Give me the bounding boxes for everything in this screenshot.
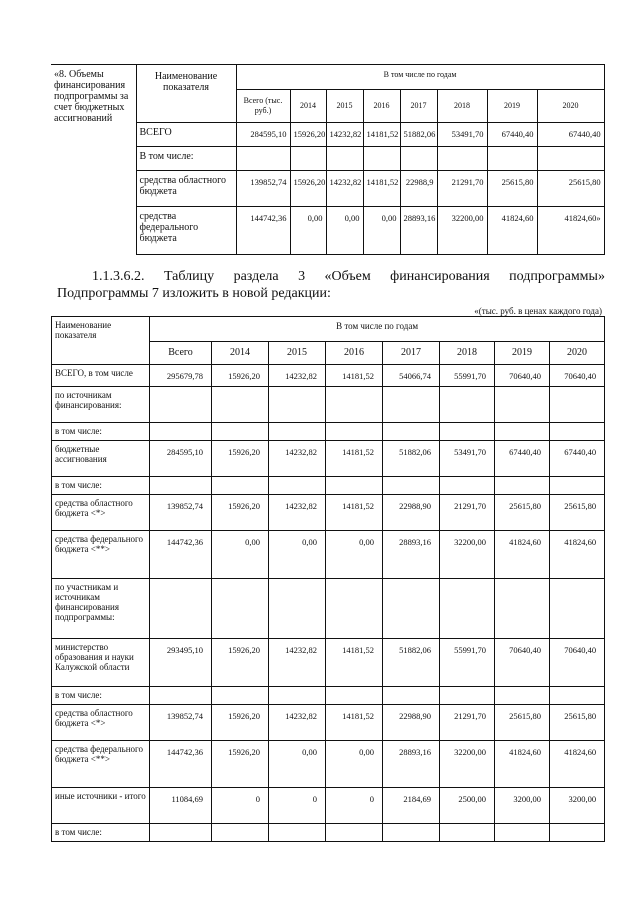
- unit-note: «(тыс. руб. в ценах каждого года): [474, 306, 602, 316]
- column-header: 2017: [383, 342, 440, 365]
- cell: 22988,90: [383, 705, 440, 741]
- column-header: 2019: [487, 90, 537, 123]
- cell: 11084,69: [150, 788, 212, 824]
- cell: 55991,70: [440, 365, 495, 387]
- row-label: средства федерального бюджета: [136, 207, 236, 255]
- cell: 32200,00: [440, 531, 495, 579]
- cell: 284595,10: [150, 441, 212, 477]
- cell: 0: [269, 788, 326, 824]
- financing-table-new: [51, 316, 605, 842]
- cell: [550, 423, 605, 441]
- cell: 25615,80: [495, 495, 550, 531]
- row-label: В том числе:: [136, 147, 236, 171]
- cell: [150, 579, 212, 639]
- cell: 15926,20: [212, 495, 269, 531]
- cell: 51882,06: [383, 639, 440, 687]
- cell: 0,00: [363, 207, 400, 255]
- row-label: бюджетные ассигнования: [52, 441, 150, 477]
- row-label: средства областного бюджета: [136, 171, 236, 207]
- cell: 53491,70: [437, 123, 487, 147]
- cell: [212, 387, 269, 423]
- cell: 25615,80: [487, 171, 537, 207]
- cell: [212, 423, 269, 441]
- cell: 144742,36: [150, 531, 212, 579]
- amendment-paragraph: [57, 268, 605, 302]
- table-row: [52, 824, 605, 842]
- cell: 2500,00: [440, 788, 495, 824]
- cell: 41824,60: [495, 531, 550, 579]
- cell: [326, 579, 383, 639]
- cell: [326, 477, 383, 495]
- table-row: [52, 531, 605, 579]
- cell: [212, 687, 269, 705]
- cell: 14232,82: [269, 705, 326, 741]
- cell: 21291,70: [437, 171, 487, 207]
- cell: 139852,74: [236, 171, 290, 207]
- cell: [495, 477, 550, 495]
- column-header: 2018: [437, 90, 487, 123]
- header-name: Наименование показателя: [136, 65, 236, 123]
- column-header: 2020: [537, 90, 604, 123]
- row-label: по участникам и источникам финансирования подпрограммы:: [52, 579, 150, 639]
- cell: [383, 477, 440, 495]
- cell: 53491,70: [440, 441, 495, 477]
- row-label: ВСЕГО, в том числе: [52, 365, 150, 387]
- cell: 14181,52: [326, 639, 383, 687]
- cell: 67440,40: [495, 441, 550, 477]
- table-row: [52, 495, 605, 531]
- cell: 15926,20: [212, 441, 269, 477]
- cell: 0,00: [290, 207, 326, 255]
- cell: 284595,10: [236, 123, 290, 147]
- cell: [326, 824, 383, 842]
- cell: 41824,60: [550, 531, 605, 579]
- cell: 2184,69: [383, 788, 440, 824]
- cell: [495, 824, 550, 842]
- column-header: 2019: [495, 342, 550, 365]
- row-label: средства областного бюджета <*>: [52, 705, 150, 741]
- cell: 144742,36: [150, 741, 212, 788]
- cell: [440, 824, 495, 842]
- cell: [440, 579, 495, 639]
- cell: [550, 579, 605, 639]
- cell: [150, 687, 212, 705]
- cell: 32200,00: [437, 207, 487, 255]
- cell: [383, 687, 440, 705]
- cell: 15926,20: [212, 741, 269, 788]
- cell: 14181,52: [326, 441, 383, 477]
- cell: [269, 579, 326, 639]
- cell: 293495,10: [150, 639, 212, 687]
- column-header: 2016: [363, 90, 400, 123]
- cell: [495, 423, 550, 441]
- cell: [212, 824, 269, 842]
- cell: [440, 423, 495, 441]
- cell: 70640,40: [495, 365, 550, 387]
- row-label: по источникам финансирования:: [52, 387, 150, 423]
- table-caption-cell: «8. Объемы финансирования подпрограммы за счет бюджетных ассигнований: [51, 65, 136, 255]
- row-label: министерство образования и науки Калужской области: [52, 639, 150, 687]
- cell: 70640,40: [550, 365, 605, 387]
- cell: 67440,40: [550, 441, 605, 477]
- cell: 15926,20: [290, 123, 326, 147]
- cell: [440, 387, 495, 423]
- cell: 32200,00: [440, 741, 495, 788]
- cell: [150, 423, 212, 441]
- cell: [269, 687, 326, 705]
- table-row: [52, 387, 605, 423]
- cell: 0,00: [269, 531, 326, 579]
- cell: 139852,74: [150, 705, 212, 741]
- cell: 54066,74: [383, 365, 440, 387]
- cell: [440, 477, 495, 495]
- cell: 0,00: [326, 207, 363, 255]
- cell: 41824,60»: [537, 207, 604, 255]
- cell: [326, 687, 383, 705]
- row-label: средства федерального бюджета <**>: [52, 741, 150, 788]
- cell: 14232,82: [269, 495, 326, 531]
- cell: [550, 477, 605, 495]
- table-row: [52, 579, 605, 639]
- cell: 14181,52: [363, 171, 400, 207]
- cell: 0: [326, 788, 383, 824]
- table-row: [52, 639, 605, 687]
- row-label: средства федерального бюджета <**>: [52, 531, 150, 579]
- cell: 28893,16: [383, 531, 440, 579]
- cell: [383, 579, 440, 639]
- column-header: 2014: [212, 342, 269, 365]
- cell: [269, 477, 326, 495]
- cell: [495, 687, 550, 705]
- cell: 21291,70: [440, 495, 495, 531]
- cell: 41824,60: [495, 741, 550, 788]
- cell: 3200,00: [495, 788, 550, 824]
- cell: [269, 423, 326, 441]
- table-row: [52, 705, 605, 741]
- header-name: Наименование показателя: [52, 317, 150, 365]
- row-label: ВСЕГО: [136, 123, 236, 147]
- cell: 0: [212, 788, 269, 824]
- table-row: [52, 441, 605, 477]
- cell: [383, 824, 440, 842]
- cell: 14232,82: [269, 365, 326, 387]
- cell: 295679,78: [150, 365, 212, 387]
- column-header: 2015: [326, 90, 363, 123]
- column-header: Всего: [150, 342, 212, 365]
- cell: 0,00: [269, 741, 326, 788]
- cell: [383, 387, 440, 423]
- row-label: в том числе:: [52, 824, 150, 842]
- cell: 15926,20: [212, 365, 269, 387]
- cell: 14232,82: [326, 123, 363, 147]
- table-row: [52, 423, 605, 441]
- cell: [550, 687, 605, 705]
- cell: 14232,82: [269, 639, 326, 687]
- row-label: иные источники - итого: [52, 788, 150, 824]
- cell: 67440,40: [487, 123, 537, 147]
- column-header: 2016: [326, 342, 383, 365]
- cell: 144742,36: [236, 207, 290, 255]
- cell: 3200,00: [550, 788, 605, 824]
- column-header: 2014: [290, 90, 326, 123]
- cell: [326, 387, 383, 423]
- cell: 70640,40: [495, 639, 550, 687]
- cell: 22988,9: [400, 171, 437, 207]
- financing-table-old: [51, 64, 605, 255]
- cell: [150, 824, 212, 842]
- cell: 51882,06: [383, 441, 440, 477]
- cell: 14181,52: [326, 705, 383, 741]
- cell: 22988,90: [383, 495, 440, 531]
- row-label: в том числе:: [52, 687, 150, 705]
- cell: 14232,82: [269, 441, 326, 477]
- cell: 51882,06: [400, 123, 437, 147]
- cell: 25615,80: [495, 705, 550, 741]
- cell: [212, 579, 269, 639]
- header-years: В том числе по годам: [236, 65, 604, 90]
- cell: 14181,52: [363, 123, 400, 147]
- table-row: [52, 741, 605, 788]
- cell: 15926,20: [212, 705, 269, 741]
- cell: [150, 477, 212, 495]
- table-body: [52, 365, 605, 842]
- row-label: в том числе:: [52, 477, 150, 495]
- cell: 15926,20: [290, 171, 326, 207]
- table-row: [52, 365, 605, 387]
- cell: 28893,16: [400, 207, 437, 255]
- cell: [383, 423, 440, 441]
- cell: 41824,60: [487, 207, 537, 255]
- cell: 14181,52: [326, 495, 383, 531]
- row-label: средства областного бюджета <*>: [52, 495, 150, 531]
- cell: 67440,40: [537, 123, 604, 147]
- cell: [550, 824, 605, 842]
- cell: 55991,70: [440, 639, 495, 687]
- cell: 0,00: [326, 741, 383, 788]
- cell: 25615,80: [550, 705, 605, 741]
- cell: [440, 687, 495, 705]
- table-row: [52, 788, 605, 824]
- cell: 25615,80: [537, 171, 604, 207]
- cell: 0,00: [212, 531, 269, 579]
- cell: 14181,52: [326, 365, 383, 387]
- cell: [269, 387, 326, 423]
- paragraph-line-1: 1.1.3.6.2. Таблицу раздела 3 «Объем финансирования подпрограммы»: [92, 269, 605, 284]
- cell: [550, 387, 605, 423]
- table-row: [52, 687, 605, 705]
- cell: [495, 579, 550, 639]
- row-label: в том числе:: [52, 423, 150, 441]
- column-header: Всего (тыс. руб.): [236, 90, 290, 123]
- column-header: 2020: [550, 342, 605, 365]
- table-row: [52, 477, 605, 495]
- cell: 139852,74: [150, 495, 212, 531]
- paragraph-line-2: Подпрограммы 7 изложить в новой редакции:: [57, 286, 331, 301]
- cell: 21291,70: [440, 705, 495, 741]
- cell: [269, 824, 326, 842]
- cell: 28893,16: [383, 741, 440, 788]
- cell: 15926,20: [212, 639, 269, 687]
- column-header: 2018: [440, 342, 495, 365]
- cell: [326, 423, 383, 441]
- cell: [495, 387, 550, 423]
- header-years: В том числе по годам: [150, 317, 605, 342]
- cell: 41824,60: [550, 741, 605, 788]
- column-header: 2015: [269, 342, 326, 365]
- cell: 14232,82: [326, 171, 363, 207]
- cell: 25615,80: [550, 495, 605, 531]
- cell: [212, 477, 269, 495]
- cell: 0,00: [326, 531, 383, 579]
- cell: 70640,40: [550, 639, 605, 687]
- cell: [150, 387, 212, 423]
- column-header: 2017: [400, 90, 437, 123]
